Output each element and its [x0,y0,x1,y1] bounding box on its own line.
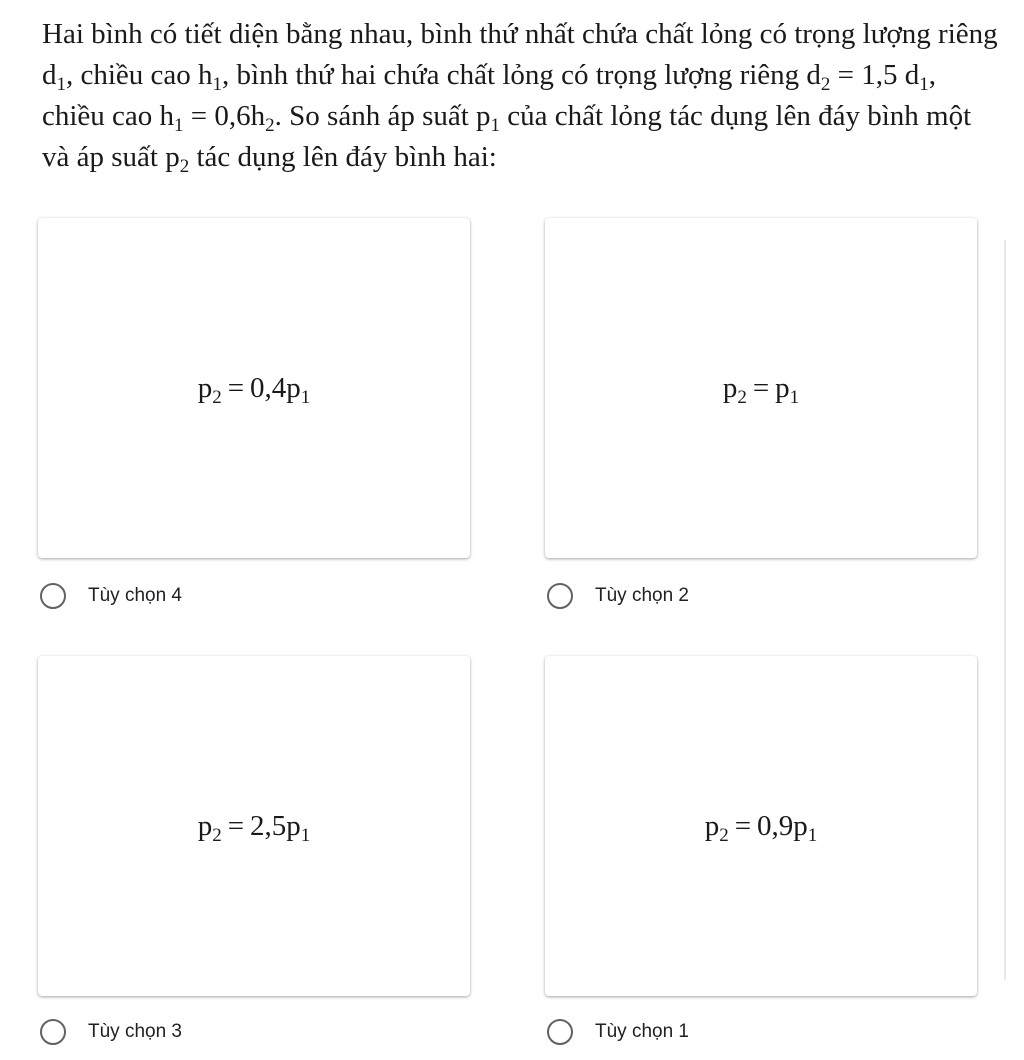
page-edge-divider [1004,240,1006,980]
option-4-image-card[interactable] [38,218,470,558]
option-3-label: Tùy chọn 3 [88,1021,182,1042]
question-text: Hai bình có tiết diện bằng nhau, bình thứ nhất chứa chất lỏng có trọng lượng riêng $d_1$, chiều cao $h_1$, bình thứ hai chứa chất lỏng có trọng lượng riêng $d_2 = 1,5$ $d_1$, chiều cao $h_1 = 0,6h_2$. So sánh áp suất $p_1$ của chất lỏng tác dụng lên đáy bình một và áp suất $p_2$ tác dụng lên đáy bình hai: [42,18,998,177]
radio-button[interactable] [547,583,573,609]
option-3-formula: $p_2 = 2,5p_1$ [197,809,311,846]
option-3-radio[interactable] [40,1012,182,1052]
radio-button[interactable] [40,583,66,609]
option-3-image-card[interactable] [38,656,470,996]
option-1-label: Tùy chọn 1 [595,1021,689,1042]
option-2-formula: $p_2 = p_1$ [722,371,800,408]
option-2-radio[interactable] [547,576,689,616]
option-4-radio[interactable] [40,576,182,616]
radio-button[interactable] [40,1019,66,1045]
option-1-image-card[interactable] [545,656,977,996]
option-4-formula: $p_2 = 0,4p_1$ [197,371,311,408]
option-4-label: Tùy chọn 4 [88,585,182,606]
option-1-radio[interactable] [547,1012,689,1052]
option-2-image-card[interactable] [545,218,977,558]
option-2-label: Tùy chọn 2 [595,585,689,606]
radio-button[interactable] [547,1019,573,1045]
option-1-formula: $p_2 = 0,9p_1$ [704,809,818,846]
